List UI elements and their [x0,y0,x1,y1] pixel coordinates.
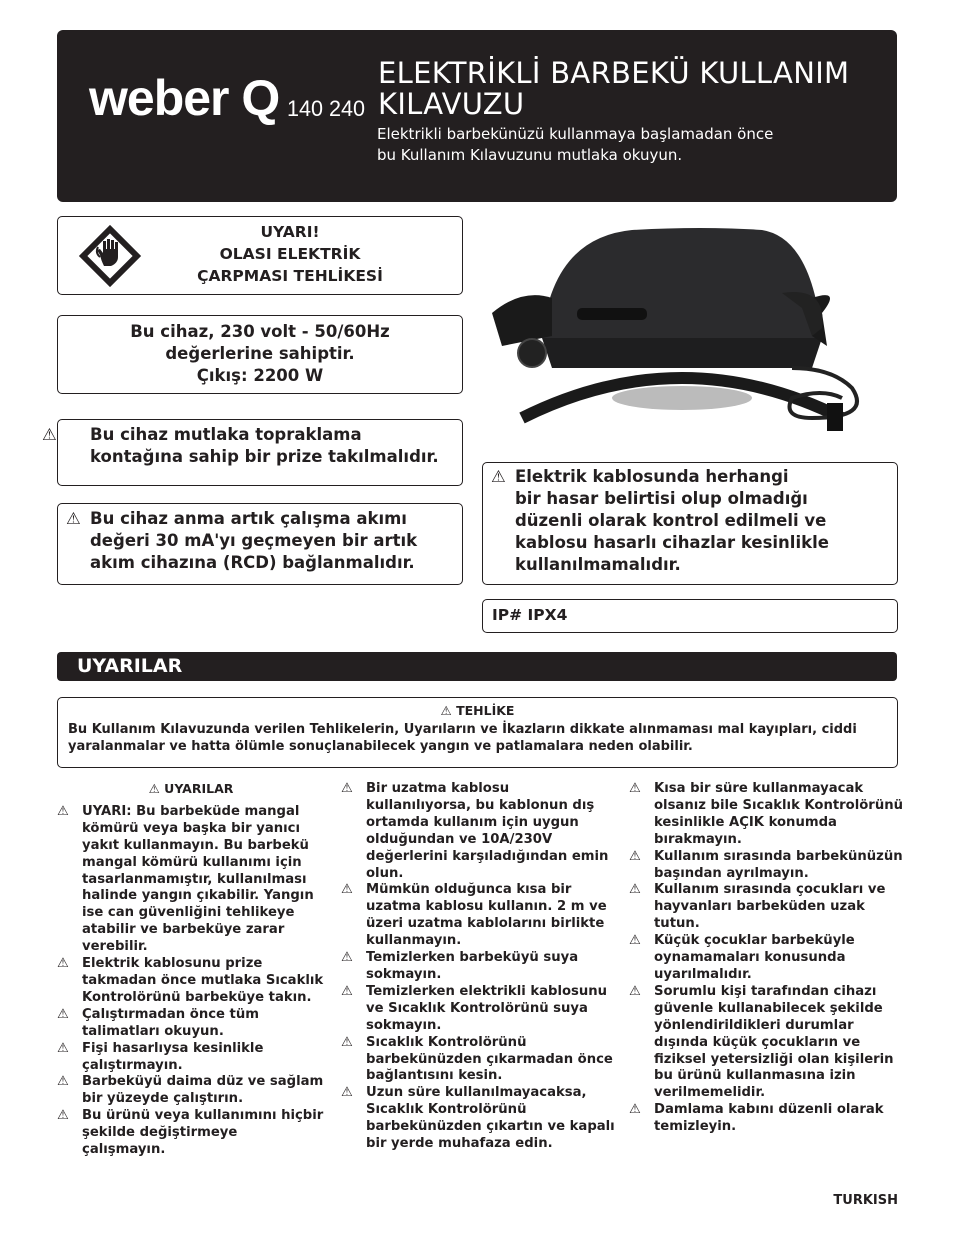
warning-text: Bu ürünü veya kullanımını hiçbir şekilde değiştirmeye çalışmayın. [82,1108,324,1158]
warning-text: Elektrik kablosunu prize takmadan önce mutlaka Sıcaklık Kontrolörünü barbeküye takın. [82,956,324,1005]
rating-line: Bu cihaz, 230 volt - 50/60Hz [130,322,390,341]
model-numbers [287,68,377,138]
electric-shock-warning-box [57,216,463,295]
warning-icon: ⚠ [440,703,452,718]
warning-item [57,1074,325,1108]
rcd-warning-box [57,503,463,585]
rating-box [57,315,463,394]
warning-icon: ⚠ [42,425,57,444]
warning-line: bir hasar belirtisi olup olmadığı [515,489,808,508]
warning-item [629,933,904,984]
warning-icon: ⚠ [148,781,160,796]
warning-item [629,984,904,1102]
page-title: ELEKTRİKLİ BARBEKÜ KULLANIM KILAVUZU [378,56,850,121]
warning-line: kullanılmamalıdır. [515,555,681,574]
ip-rating-box [482,599,898,633]
danger-box [57,697,898,768]
warning-text: Temizlerken barbeküyü suya sokmayın. [366,950,579,982]
section-title: UYARILAR [77,655,183,677]
warning-text: Kısa bir süre kullanmayacak olsanız bile Sıcaklık Kontrolörünü kesinlikle AÇIK konumda bırakmayın. [654,781,903,847]
warning-text: Fişi hasarlıysa kesinlikle çalıştırmayın. [82,1040,264,1073]
danger-text: Bu Kullanım Kılavuzunda verilen Tehlikelerin, Uyarıların ve İkazların dikkate alınmaması mal kayıpları, ciddi yaralanmalar ve hatta ölümle sonuçlanabilecek yangın ve patlamalara neden olabilir. [68,722,857,754]
warning-icon: ⚠ [341,1034,353,1050]
warning-text: Barbeküyü daima düz ve sağlam bir yüzeyde çalıştırın. [82,1074,324,1107]
warning-item [57,1108,325,1159]
grill-product-image [482,218,897,443]
warning-icon: ⚠ [57,1108,69,1124]
warning-item [341,882,616,950]
warning-icon: ⚠ [341,1085,353,1101]
warning-item [341,1085,616,1153]
warning-item [341,1035,616,1086]
warning-icon: ⚠ [57,1040,69,1056]
warning-icon: ⚠ [66,509,81,528]
warning-icon: ⚠ [57,1006,69,1022]
warning-item [629,882,904,933]
warning-icon: ⚠ [629,781,641,796]
warning-icon: ⚠ [341,983,353,999]
weber-q-logo: weber Q [89,70,280,126]
warning-item [629,849,904,883]
warnings-column-2 [341,781,616,1153]
shock-line: ÇARPMASI TEHLİKESİ [197,267,383,285]
warning-item [341,781,616,882]
warning-text: Sorumlu kişi tarafından cihazı güvenle kullanabilecek şekilde yönlendirildikleri durumlar dışında küçük çocukların ve fiziksel yetersizliği olan kişilerin bu ürünü kullanmasına izin verilmemelidir. [654,983,894,1101]
warning-line: Bu cihaz anma artık çalışma akımı [90,509,407,528]
warning-item [629,781,904,849]
warning-icon: ⚠ [341,950,353,966]
ip-rating-text: IP# IPX4 [492,606,568,624]
warning-icon: ⚠ [629,882,641,898]
warnings-column-1 [57,781,325,1159]
warning-line: akım cihazına (RCD) bağlanmalıdır. [90,553,415,572]
warning-icon: ⚠ [629,983,641,999]
danger-heading: TEHLİKE [456,703,515,718]
warning-line: Bu cihaz mutlaka topraklama [90,425,362,444]
warning-text: Küçük çocuklar barbeküyle oynamamaları konusunda uyarılmalıdır. [654,933,855,982]
warning-line: değeri 30 mA'yı geçmeyen bir artık [90,531,418,550]
warning-item [57,804,325,956]
warning-item [57,1041,325,1075]
warning-text: Bir uzatma kablosu kullanılıyorsa, bu kablonun dış ortamda kullanım için uygun olduğundan ve 10A/230V değerlerini karşıladığından emin olun. [366,781,609,881]
warnings-column-3 [629,781,904,1136]
warning-text: Çalıştırmadan önce tüm talimatları okuyun. [82,1006,259,1039]
warning-icon: ⚠ [629,848,641,864]
warning-text: Uzun süre kullanılmayacaksa, Sıcaklık Kontrolörünü barbekünüzden çıkartın ve kapalı bir yerde muhafaza edin. [366,1085,615,1152]
warning-icon: ⚠ [629,933,641,949]
shock-line: UYARI! [260,223,320,241]
warning-icon: ⚠ [57,803,69,819]
warning-line: Elektrik kablosunda herhangi [515,467,789,486]
warning-text: Damlama kabını düzenli olarak temizleyin. [654,1102,884,1135]
warning-item [341,950,616,984]
warnings-heading: UYARILAR [164,781,234,796]
warning-line: düzenli olarak kontrol edilmeli ve [515,511,827,530]
model-numbers-text: 140 240 [287,96,365,121]
warning-line: kontağına sahip bir prize takılmalıdır. [90,447,439,466]
warning-text: Kullanım sırasında barbekünüzün başından ayrılmayın. [654,848,903,881]
rating-line: Çıkış: 2200 W [196,366,324,385]
grounding-warning-box [42,419,463,486]
warning-icon: ⚠ [341,882,353,898]
warning-text: Kullanım sırasında çocukları ve hayvanları barbeküden uzak tutun. [654,882,886,932]
warning-line: kablosu hasarlı cihazlar kesinlikle [515,533,829,552]
subtitle-line: bu Kullanım Kılavuzunu mutlaka okuyun. [377,146,683,164]
cable-warning-box [482,462,898,585]
warning-text: Mümkün olduğunca kısa bir uzatma kablosu kullanın. 2 m ve üzeri uzatma kablolarını birlikte kullanmayın. [366,882,607,949]
rating-line: değerlerine sahiptir. [165,344,355,363]
warning-item [57,1007,325,1041]
warning-text: Temizlerken elektrikli kablosunu ve Sıcaklık Kontrolörünü suya sokmayın. [366,983,608,1033]
warning-icon: ⚠ [57,956,69,972]
warning-item [629,1102,904,1136]
warning-icon: ⚠ [491,467,506,486]
page-subtitle [377,124,877,166]
warning-item [341,984,616,1035]
section-title-bar [57,652,897,681]
language-label: TURKISH [833,1193,898,1208]
warning-text: UYARI: Bu barbeküde mangal kömürü veya başka bir yanıcı yakıt kullanmayın. Bu barbekü mangal kömürü kullanımı için tasarlanmamıştır, kullanılması halinde yangın çıkabilir. Yangın ise can güvenliğini tehlikeye atabilir ve barbeküye zarar verebilir. [82,803,314,955]
subtitle-line: Elektrikli barbekünüzü kullanmaya başlamadan önce [377,125,774,143]
warning-icon: ⚠ [629,1102,641,1118]
warning-item [57,956,325,1007]
warning-icon: ⚠ [57,1074,69,1090]
warning-icon: ⚠ [341,781,353,796]
shock-line: OLASI ELEKTRİK [219,245,361,263]
warning-text: Sıcaklık Kontrolörünü barbekünüzden çıkarmadan önce bağlantısını kesin. [366,1034,613,1084]
